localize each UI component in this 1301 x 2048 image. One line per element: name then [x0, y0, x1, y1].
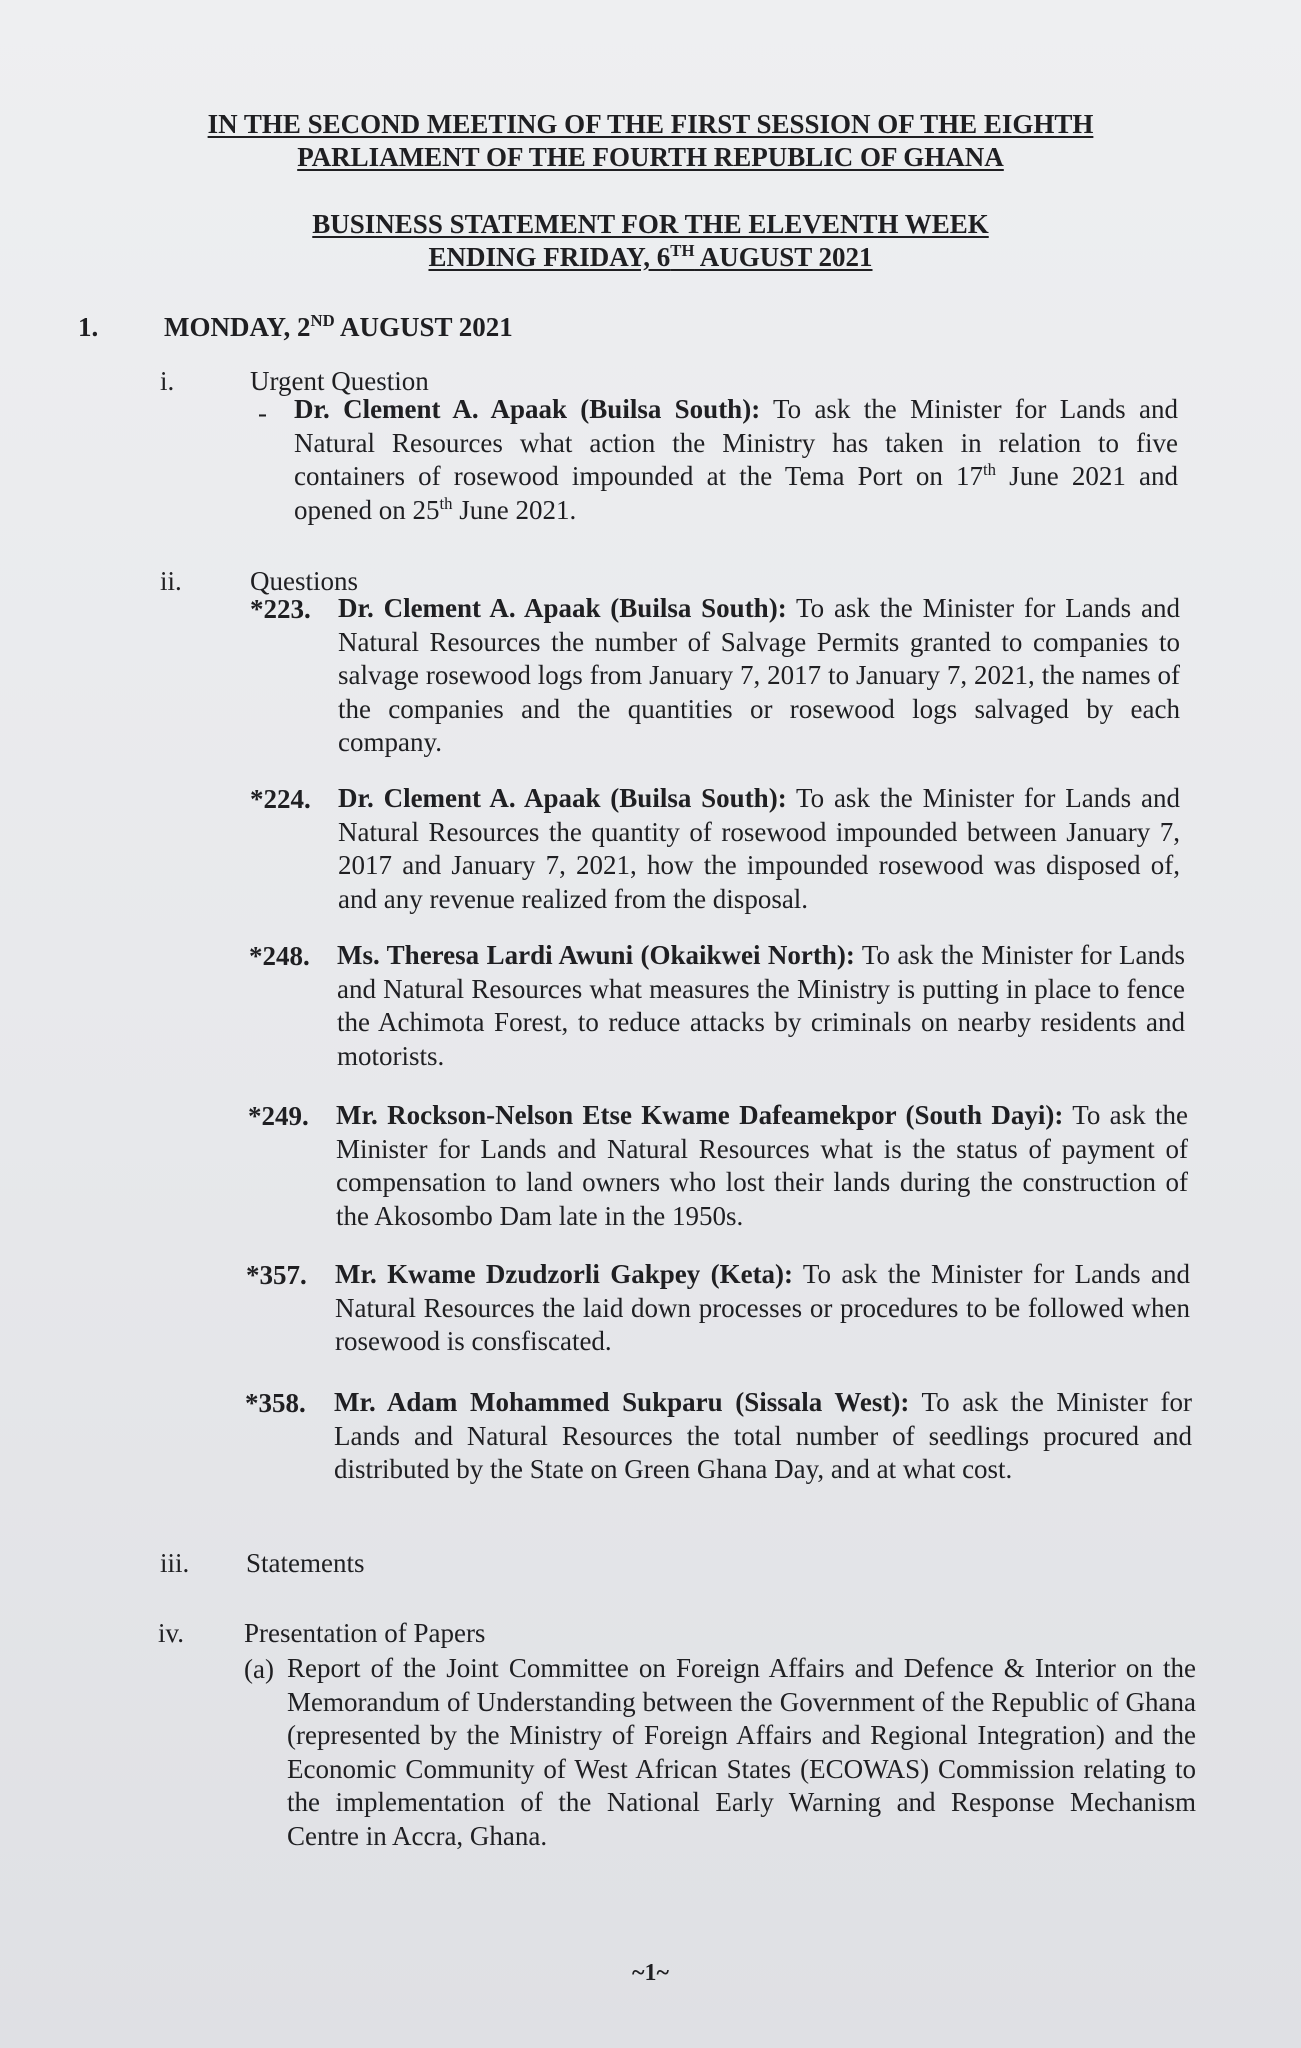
urgent-question-text: Dr. Clement A. Apaak (Builsa South): To ask the Minister for Lands and Natural Resources what action the Ministry has taken in relation to five containers of rosewood impounded at the Tema Port on 17th June 2021 and opened on 25th June 2021.	[294, 394, 1178, 525]
urgent-label: Urgent Question	[250, 366, 429, 396]
question-text: Mr. Rockson-Nelson Etse Kwame Dafeamekpor (South Dayi): To ask the Minister for Lands and Natural Resources what is the status of payment of compensation to land owners who lost their lands during the construction of the Akosombo Dam late in the 1950s.	[336, 1100, 1188, 1231]
day-number: 1.	[78, 312, 99, 342]
questions-numeral: ii.	[160, 566, 182, 596]
question-number: *358.	[245, 1388, 306, 1418]
header-line-3: BUSINESS STATEMENT FOR THE ELEVENTH WEEK	[312, 209, 989, 239]
paper-item-text: Report of the Joint Committee on Foreign Affairs and Defence & Interior on the Memorandum of Understanding between the Government of the Republic of Ghana (represented by the Ministry of Foreign Affairs and Regional Integration) and the Economic Community of West African States (ECOWAS) Commission relating to the implementation of the National Early Warning and Response Mechanism Centre in Accra, Ghana.	[287, 1653, 1196, 1851]
question-number: *249.	[248, 1101, 309, 1131]
question-text: Dr. Clement A. Apaak (Builsa South): To ask the Minister for Lands and Natural Resources the number of Salvage Permits granted to companies to salvage rosewood logs from January 7, 2017 to January 7, 2021, the names of the companies and the quantities or rosewood logs salvaged by each company.	[338, 593, 1180, 757]
question-number: *248.	[249, 941, 310, 971]
header-line-1: IN THE SECOND MEETING OF THE FIRST SESSION OF THE EIGHTH	[207, 109, 1094, 139]
questions-label: Questions	[250, 566, 358, 596]
statements-numeral: iii.	[160, 1548, 190, 1578]
page-number: ~1~	[632, 1960, 669, 1986]
question-number: *223.	[250, 594, 311, 624]
statements-label: Statements	[246, 1548, 365, 1578]
papers-numeral: iv.	[158, 1618, 184, 1648]
question-text: Mr. Kwame Dzudzorli Gakpey (Keta): To ask the Minister for Lands and Natural Resources the laid down processes or procedures to be followed when rosewood is consfiscated.	[335, 1259, 1190, 1356]
papers-label: Presentation of Papers	[244, 1618, 486, 1648]
question-text: Ms. Theresa Lardi Awuni (Okaikwei North): To ask the Minister for Lands and Natural Resources what measures the Ministry is putting in place to fence the Achimota Forest, to reduce attacks by criminals on nearby residents and motorists.	[337, 940, 1186, 1071]
header-line-4: ENDING FRIDAY, 6TH AUGUST 2021	[428, 241, 873, 272]
paper-item-letter: (a)	[244, 1654, 274, 1684]
urgent-numeral: i.	[160, 366, 175, 396]
header-business-statement	[0, 208, 1301, 274]
question-text: Dr. Clement A. Apaak (Builsa South): To ask the Minister for Lands and Natural Resources the quantity of rosewood impounded between January 7, 2017 and January 7, 2021, how the impounded rosewood was disposed of, and any revenue realized from the disposal.	[338, 783, 1180, 914]
day-title: MONDAY, 2ND AUGUST 2021	[164, 311, 513, 342]
question-number: *357.	[246, 1260, 307, 1290]
header-line-2: PARLIAMENT OF THE FOURTH REPUBLIC OF GHANA	[297, 142, 1004, 172]
question-number: *224.	[250, 784, 311, 814]
header-session	[0, 108, 1301, 174]
question-text: Mr. Adam Mohammed Sukparu (Sissala West): To ask the Minister for Lands and Natural Resources the total number of seedlings procured and distributed by the State on Green Ghana Day, and at what cost.	[334, 1387, 1192, 1484]
urgent-dash: -	[258, 398, 267, 428]
